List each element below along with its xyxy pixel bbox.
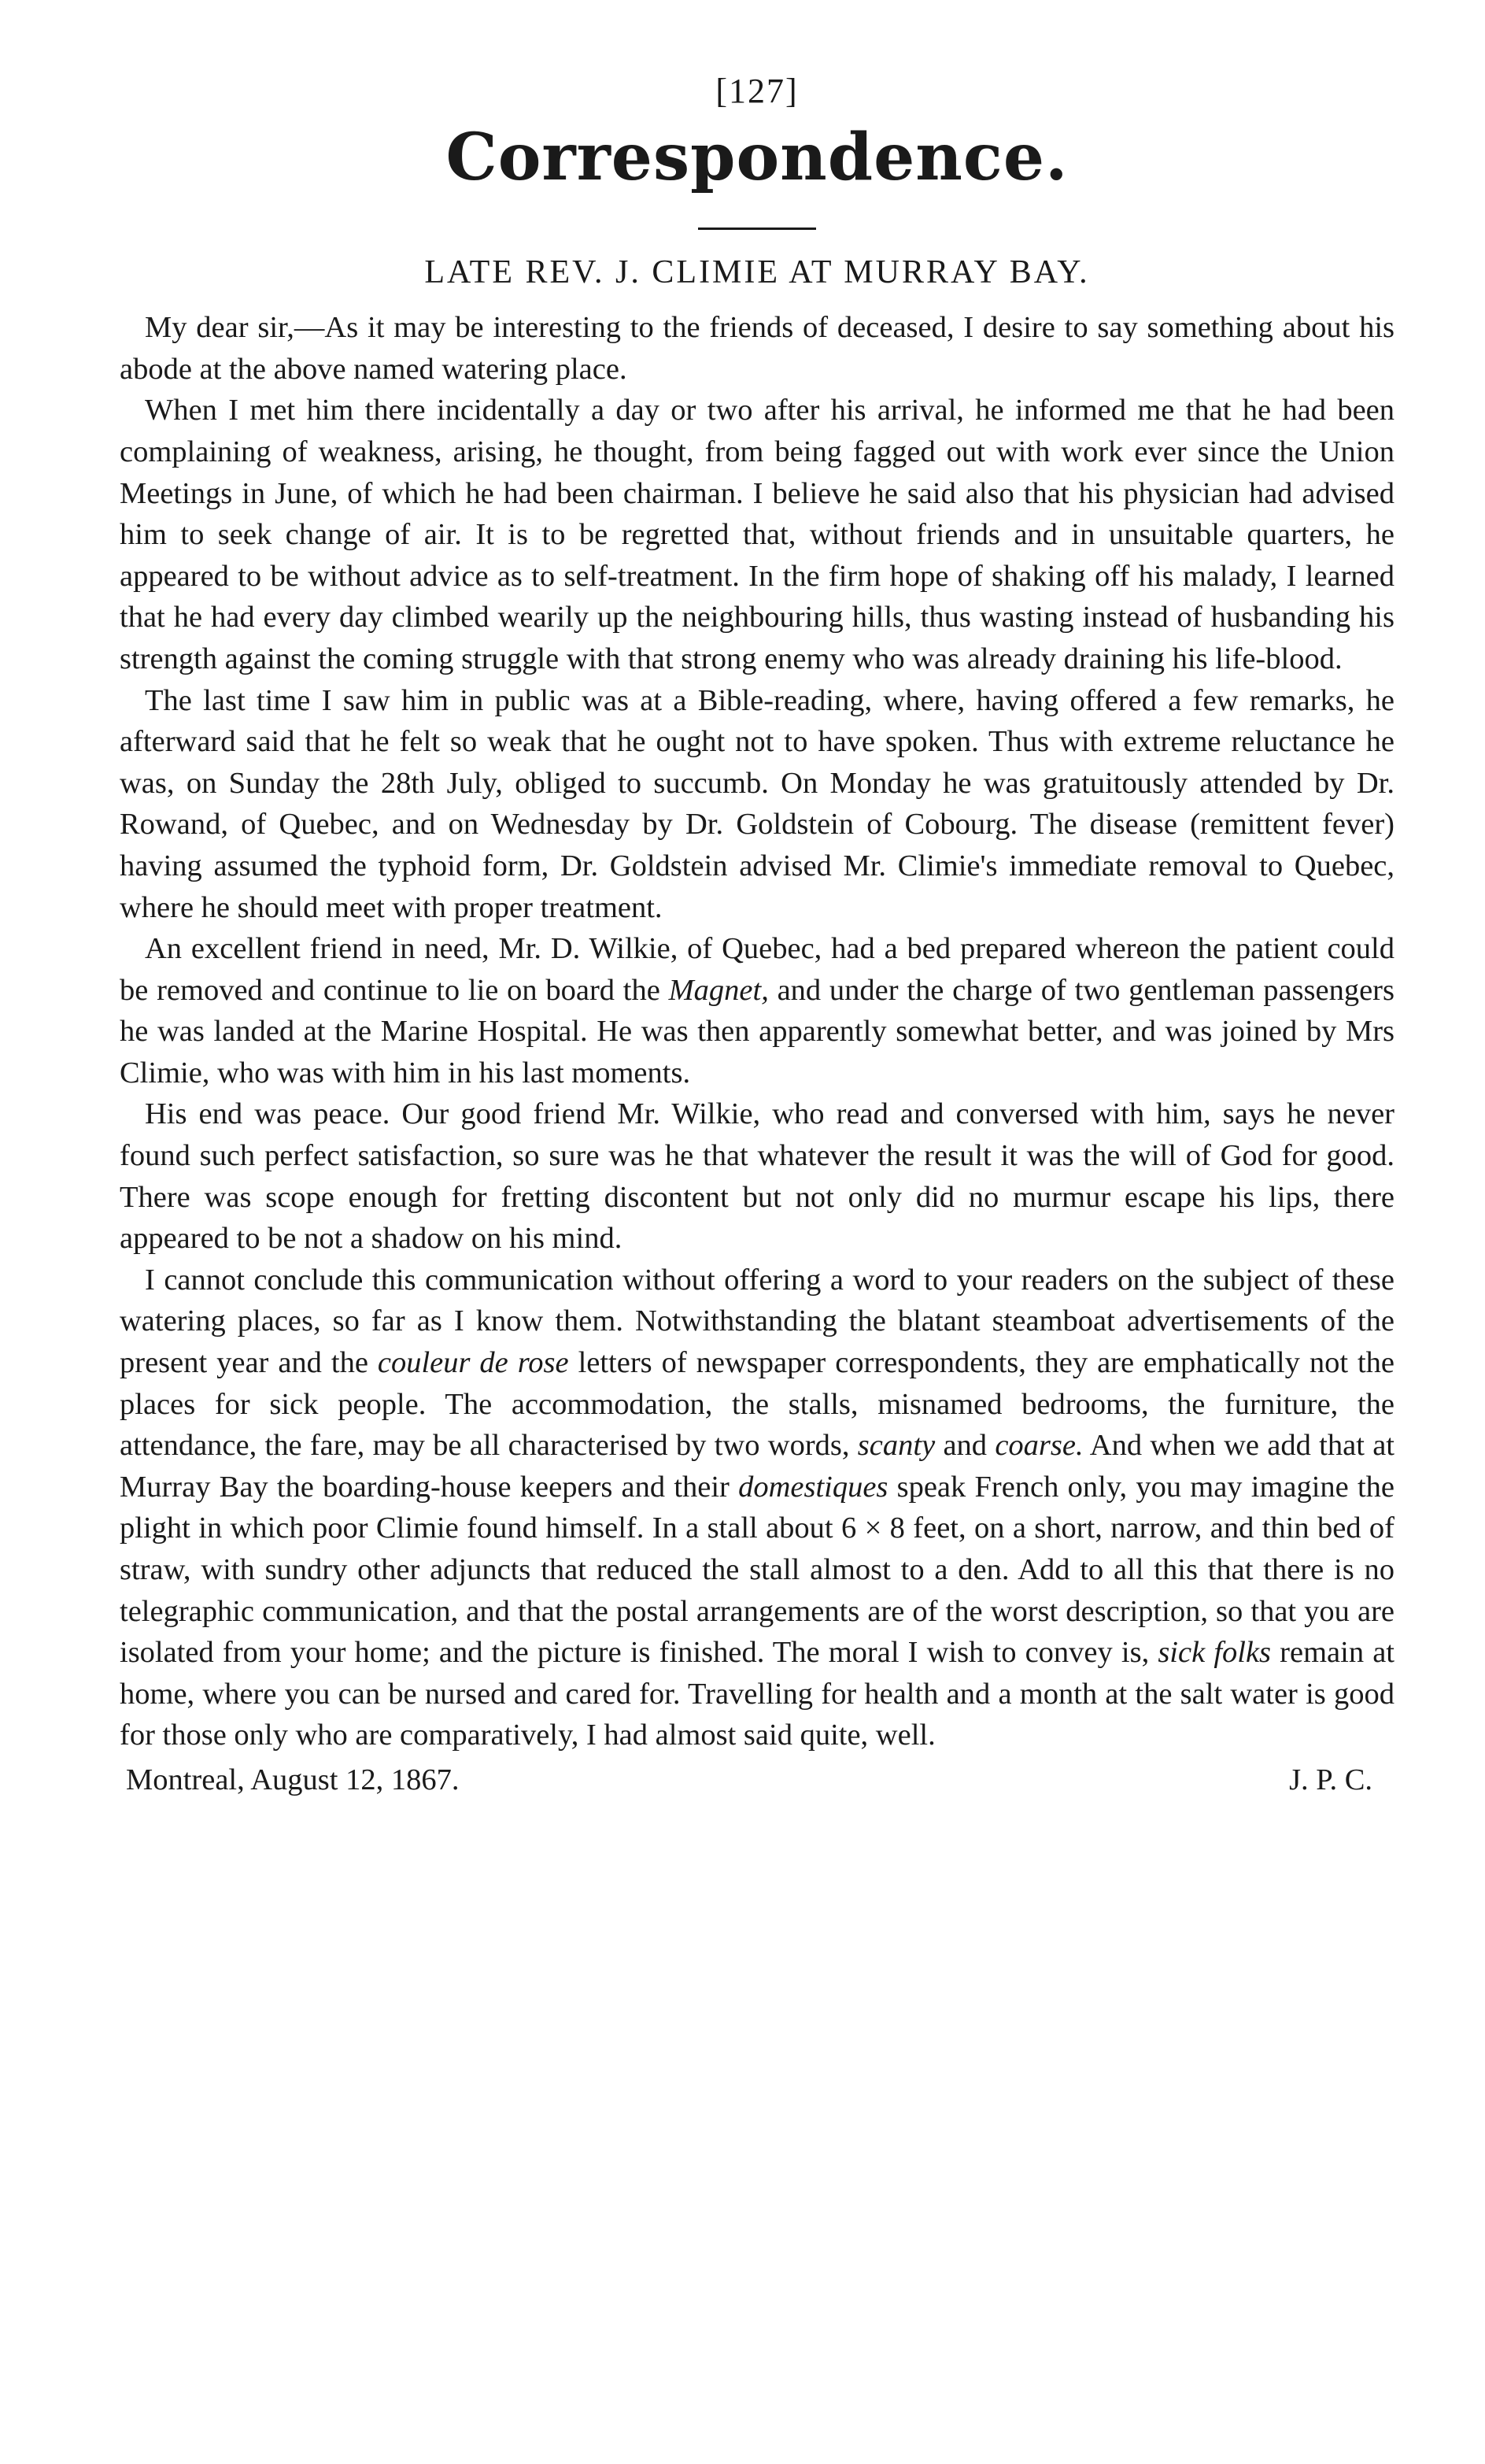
paragraph-1: My dear sir,—As it may be interesting to the friends of deceased, I desire to say something about his abode at the above named watering place. bbox=[120, 311, 1394, 386]
paragraph-6-text-e: speak French only, you may imagine the plight in which poor Climie found himself. In a stall about 6 × 8 feet, on a short, narrow, and thin bed of straw, with sundry other adjuncts that reduced the stall almost to a den. Add to all this that there is no telegraphic communication, and that the postal arrangements are of the worst description, so that you are isolated from your home; and the picture is finished. The moral I wish to convey is, bbox=[120, 1470, 1394, 1670]
paragraph-5: His end was peace. Our good friend Mr. Wilkie, who read and conversed with him, says he never found such perfect satisfaction, so sure was he that whatever the result it was the will of God for good. There was scope enough for fretting discontent but not only did no murmur escape his lips, there appeared to be not a shadow on his mind. bbox=[120, 1097, 1394, 1256]
signoff-initials: J. P. C. bbox=[1289, 1763, 1372, 1796]
paragraph-6 bbox=[120, 1260, 1394, 1756]
paragraph-6-text-b: letters of newspaper correspondents, they are emphatically not the places for sick people. The accommodation, the stalls, misnamed bedrooms, the furniture, the attendance, the fare, may be all characterised by two words, bbox=[120, 1346, 1394, 1463]
paragraph-6-text-f: remain at home, where you can be nursed and cared for. Travelling for health and a month at the salt water is good for those only who are comparatively, I had almost said quite, well. bbox=[120, 1636, 1394, 1752]
paragraph-2: When I met him there incidentally a day or two after his arrival, he informed me that he had been complaining of weakness, arising, he thought, from being fagged out with work ever since the Union Meetings in June, of which he had been chairman. I believe he said also that his physician had advised him to seek change of air. It is to be regretted that, without friends and in unsuitable quarters, he appeared to be without advice as to self-treatment. In the firm hope of shaking off his malady, I learned that he had every day climbed wearily up the neighbouring hills, thus wasting instead of husbanding his strength against the coming struggle with that strong enemy who was already draining his life-blood. bbox=[120, 394, 1394, 675]
paragraph-6-text-d: And when we add that at Murray Bay the boarding-house keepers and their bbox=[120, 1429, 1394, 1504]
paragraph-4-text-b: and under the charge of two gentleman passengers he was landed at the Marine Hospital. He was then apparently somewhat better, and was joined by Mrs Climie, who was with him in his last moments. bbox=[120, 973, 1394, 1090]
paragraph-4-text-a: An excellent friend in need, Mr. D. Wilkie, of Quebec, had a bed prepared whereon the patient could be removed and continue to lie on board the bbox=[120, 932, 1394, 1007]
title-divider bbox=[698, 228, 816, 230]
italic-scanty: scanty bbox=[857, 1429, 936, 1463]
article-title: LATE REV. J. CLIMIE AT MURRAY BAY. bbox=[424, 254, 1090, 291]
section-title: Correspondence. bbox=[445, 120, 1069, 195]
italic-couleur-de-rose: couleur de rose bbox=[377, 1346, 569, 1380]
paragraph-6-text-a: I cannot conclude this communication without offering a word to your readers on the subject of these watering places, so far as I know them. Notwithstanding the blatant steamboat advertisements of the present year and the bbox=[120, 1263, 1394, 1380]
italic-coarse: coarse. bbox=[995, 1429, 1084, 1463]
signoff bbox=[120, 1759, 1394, 1801]
paragraph-4 bbox=[120, 928, 1394, 1093]
italic-sick-folks: sick folks bbox=[1158, 1636, 1272, 1670]
paragraph-6-text-c: and bbox=[935, 1429, 996, 1463]
letter-body bbox=[120, 307, 1394, 1756]
page-number: [127] bbox=[715, 72, 799, 110]
italic-domestiques: domestiques bbox=[738, 1470, 888, 1504]
signoff-place-date: Montreal, August 12, 1867. bbox=[126, 1763, 460, 1796]
document-page bbox=[120, 71, 1394, 1801]
ship-name-magnet: Magnet, bbox=[668, 973, 769, 1007]
paragraph-3: The last time I saw him in public was at a Bible-reading, where, having offered a few remarks, he afterward said that he felt so weak that he ought not to have spoken. Thus with extreme reluctance he was, on Sunday the 28th July, obliged to succumb. On Monday he was gratuitously attended by Dr. Rowand, of Quebec, and on Wednesday by Dr. Goldstein of Cobourg. The disease (remittent fever) having assumed the typhoid form, Dr. Goldstein advised Mr. Climie's immediate removal to Quebec, where he should meet with proper treatment. bbox=[120, 683, 1394, 924]
